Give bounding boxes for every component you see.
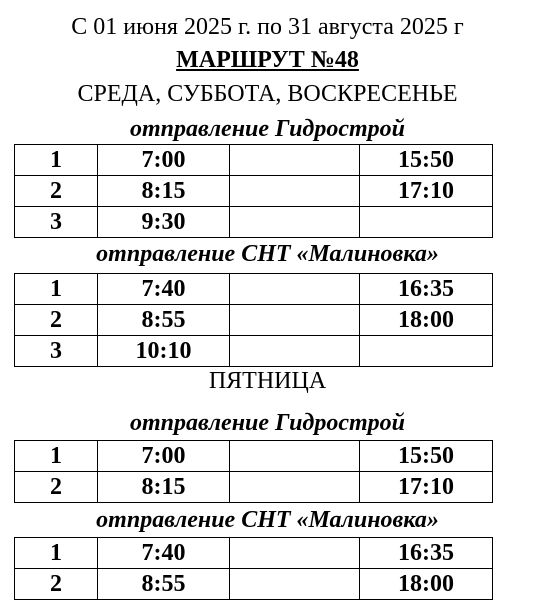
- route-title: МАРШРУТ №48: [176, 47, 359, 73]
- departure-time: 15:50: [360, 145, 493, 176]
- departure-time: 18:00: [360, 305, 493, 336]
- departure-time: 8:15: [98, 472, 230, 503]
- timetable-weekend-malinovka: [14, 273, 493, 367]
- departure-time: [230, 472, 360, 503]
- departure-time: 7:40: [98, 538, 230, 569]
- departure-time: [230, 538, 360, 569]
- departure-time: 16:35: [360, 538, 493, 569]
- timetable-friday-gidrostroy: [14, 440, 493, 503]
- departure-heading-malinovka: отправление СНТ «Малиновка»: [96, 507, 439, 533]
- friday-heading: ПЯТНИЦА: [208, 368, 327, 394]
- table-row: [15, 472, 493, 503]
- trip-number: 2: [15, 305, 98, 336]
- departure-time: 15:50: [360, 441, 493, 472]
- table-row: [15, 274, 493, 305]
- table-row: [15, 305, 493, 336]
- departure-time: [230, 305, 360, 336]
- departure-time: 7:40: [98, 274, 230, 305]
- departure-time: [230, 274, 360, 305]
- table-row: [15, 441, 493, 472]
- trip-number: 1: [15, 145, 98, 176]
- departure-time: [230, 336, 360, 367]
- trip-number: 2: [15, 569, 98, 600]
- departure-time: [230, 207, 360, 238]
- trip-number: 3: [15, 336, 98, 367]
- departure-time: 10:10: [98, 336, 230, 367]
- departure-time: 8:55: [98, 305, 230, 336]
- table-row: [15, 207, 493, 238]
- table-row: [15, 145, 493, 176]
- trip-number: 1: [15, 441, 98, 472]
- departure-time: 16:35: [360, 274, 493, 305]
- departure-time: 8:55: [98, 569, 230, 600]
- departure-time: [360, 207, 493, 238]
- table-row: [15, 569, 493, 600]
- departure-time: 18:00: [360, 569, 493, 600]
- departure-time: [360, 336, 493, 367]
- trip-number: 2: [15, 472, 98, 503]
- days-heading: СРЕДА, СУББОТА, ВОСКРЕСЕНЬЕ: [77, 81, 458, 107]
- departure-time: [230, 145, 360, 176]
- departure-time: 8:15: [98, 176, 230, 207]
- departure-time: [230, 176, 360, 207]
- departure-time: [230, 441, 360, 472]
- timetable-friday-malinovka: [14, 537, 493, 600]
- trip-number: 1: [15, 274, 98, 305]
- table-row: [15, 176, 493, 207]
- departure-heading-gidrostroy: отправление Гидрострой: [130, 116, 405, 142]
- departure-time: 7:00: [98, 441, 230, 472]
- table-row: [15, 336, 493, 367]
- schedule-period: С 01 июня 2025 г. по 31 августа 2025 г: [71, 14, 464, 40]
- departure-heading-malinovka: отправление СНТ «Малиновка»: [96, 241, 439, 267]
- departure-time: 9:30: [98, 207, 230, 238]
- departure-time: 17:10: [360, 176, 493, 207]
- table-row: [15, 538, 493, 569]
- trip-number: 1: [15, 538, 98, 569]
- departure-time: 7:00: [98, 145, 230, 176]
- trip-number: 3: [15, 207, 98, 238]
- timetable-weekend-gidrostroy: [14, 144, 493, 238]
- departure-time: [230, 569, 360, 600]
- trip-number: 2: [15, 176, 98, 207]
- departure-heading-gidrostroy: отправление Гидрострой: [130, 410, 405, 436]
- departure-time: 17:10: [360, 472, 493, 503]
